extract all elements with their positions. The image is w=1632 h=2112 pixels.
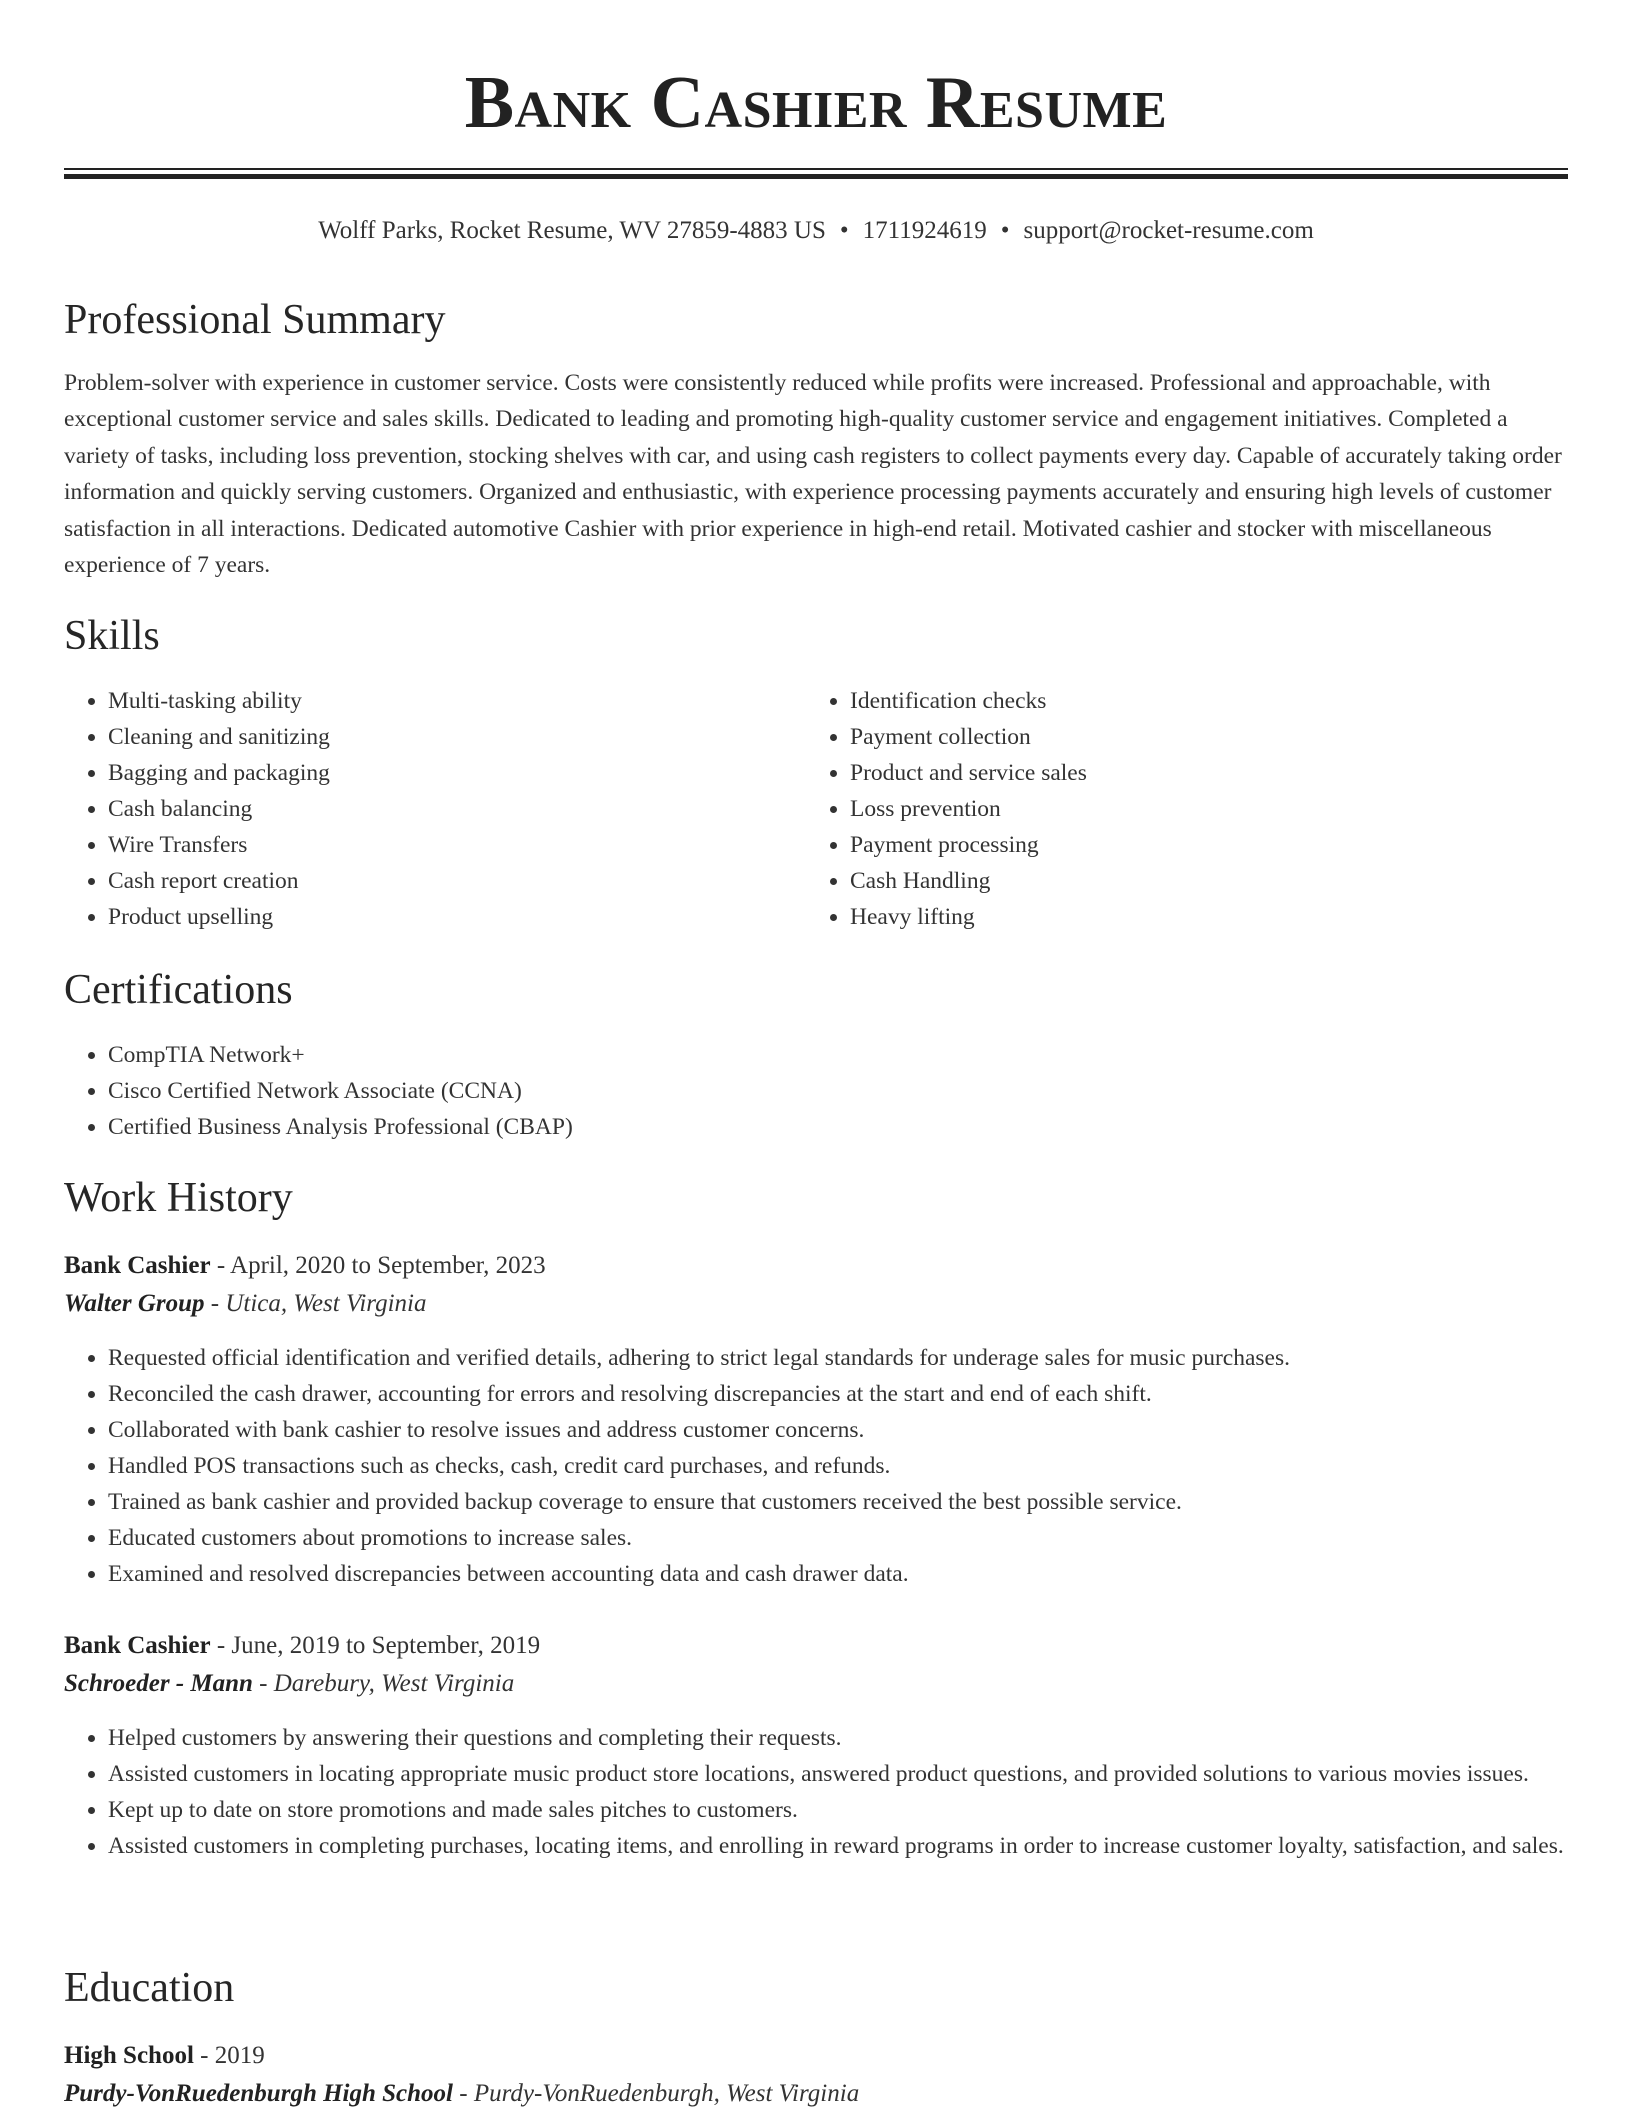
work-history-heading: Work History [64,1175,293,1221]
skills-list-right [806,683,1550,935]
job-company-line [64,1666,514,1702]
skill-item: • Cleaning and sanitizing [108,719,808,755]
education-year: - 2019 [193,2042,265,2069]
skill-item: • Cash balancing [108,791,808,827]
title-divider-thin [64,168,1568,170]
job-duty: • Helped customers by answering their questions and completing their requests. [108,1720,1568,1756]
skills-list-left [64,683,808,935]
job-dates: - April, 2020 to September, 2023 [210,1252,546,1279]
title-divider-thick [64,174,1568,179]
skill-item: • Product upselling [108,899,808,935]
summary-heading: Professional Summary [64,297,446,343]
skill-item: • Heavy lifting [850,899,1550,935]
job-location: - Darebury, West Virginia [252,1670,515,1697]
education-degree: High School [64,2042,194,2069]
skill-item: • Bagging and packaging [108,755,808,791]
contact-email: support@rocket-resume.com [1023,217,1314,244]
job-dates: - June, 2019 to September, 2019 [210,1632,541,1659]
job-title-line [64,1628,540,1664]
job-title: Bank Cashier [64,1252,211,1279]
job-duty: • Assisted customers in locating appropriate music product store locations, answered product questions, and provided solutions to various movies issues. [108,1756,1568,1792]
skills-heading: Skills [64,613,160,659]
certification-item: • CompTIA Network+ [108,1037,1568,1073]
contact-line [64,214,1568,248]
skill-item: • Cash Handling [850,863,1550,899]
skill-item: • Identification checks [850,683,1550,719]
job-location: - Utica, West Virginia [204,1290,427,1317]
contact-separator: • [839,217,849,244]
job-duty: • Collaborated with bank cashier to resolve issues and address customer concerns. [108,1412,1568,1448]
job-duty: • Handled POS transactions such as checks, cash, credit card purchases, and refunds. [108,1448,1568,1484]
skill-item: • Payment processing [850,827,1550,863]
education-school: Purdy-VonRuedenburgh High School [64,2080,453,2107]
contact-phone: 1711924619 [862,217,987,244]
job-duties-list [64,1340,1568,1592]
certification-item: • Certified Business Analysis Professional (CBAP) [108,1109,1568,1145]
certifications-list [64,1037,1568,1145]
resume-page [64,0,1568,2107]
job-company: Schroeder - Mann [64,1670,253,1697]
job-duty: • Kept up to date on store promotions and made sales pitches to customers. [108,1792,1568,1828]
education-heading: Education [64,1965,235,2011]
job-duty: • Examined and resolved discrepancies between accounting data and cash drawer data. [108,1556,1568,1592]
job-duty: • Requested official identification and verified details, adhering to strict legal standards for underage sales for music purchases. [108,1340,1568,1376]
certification-item: • Cisco Certified Network Associate (CCNA) [108,1073,1568,1109]
job-duty: • Educated customers about promotions to increase sales. [108,1520,1568,1556]
skill-item: • Product and service sales [850,755,1550,791]
skill-item: • Wire Transfers [108,827,808,863]
education-degree-line [64,2038,265,2074]
education-school-line [64,2076,859,2112]
job-duty: • Trained as bank cashier and provided backup coverage to ensure that customers received the best possible service. [108,1484,1568,1520]
contact-address: Wolff Parks, Rocket Resume, WV 27859-4883 US [318,217,826,244]
job-company-line [64,1286,427,1322]
job-duty: • Assisted customers in completing purchases, locating items, and enrolling in reward programs in order to increase customer loyalty, satisfaction, and sales. [108,1828,1568,1864]
skill-item: • Payment collection [850,719,1550,755]
skill-item: • Loss prevention [850,791,1550,827]
skill-item: • Multi-tasking ability [108,683,808,719]
education-location: - Purdy-VonRuedenburgh, West Virginia [453,2080,860,2107]
skill-item: • Cash report creation [108,863,808,899]
job-duty: • Reconciled the cash drawer, accounting for errors and resolving discrepancies at the start and end of each shift. [108,1376,1568,1412]
contact-separator: • [1000,217,1010,244]
summary-text: Problem-solver with experience in customer service. Costs were consistently reduced while profits were increased. Professional and approachable, with exceptional customer service and sales skills. Dedicated to leading and promoting high-quality customer service and engagement initiatives. Completed a variety of tasks, including loss prevention, stocking shelves with car, and using cash registers to collect payments every day. Capable of accurately taking order information and quickly serving customers. Organized and enthusiastic, with experience processing payments accurately and ensuring high levels of customer satisfaction in all interactions. Dedicated automotive Cashier with prior experience in high-end retail. Motivated cashier and stocker with miscellaneous experience of 7 years. [64,370,1562,579]
certifications-heading: Certifications [64,967,293,1013]
job-title-line [64,1248,546,1284]
job-duties-list [64,1720,1568,1864]
resume-title: Bank Cashier Resume [464,62,1168,144]
job-company: Walter Group [64,1290,205,1317]
job-title: Bank Cashier [64,1632,211,1659]
